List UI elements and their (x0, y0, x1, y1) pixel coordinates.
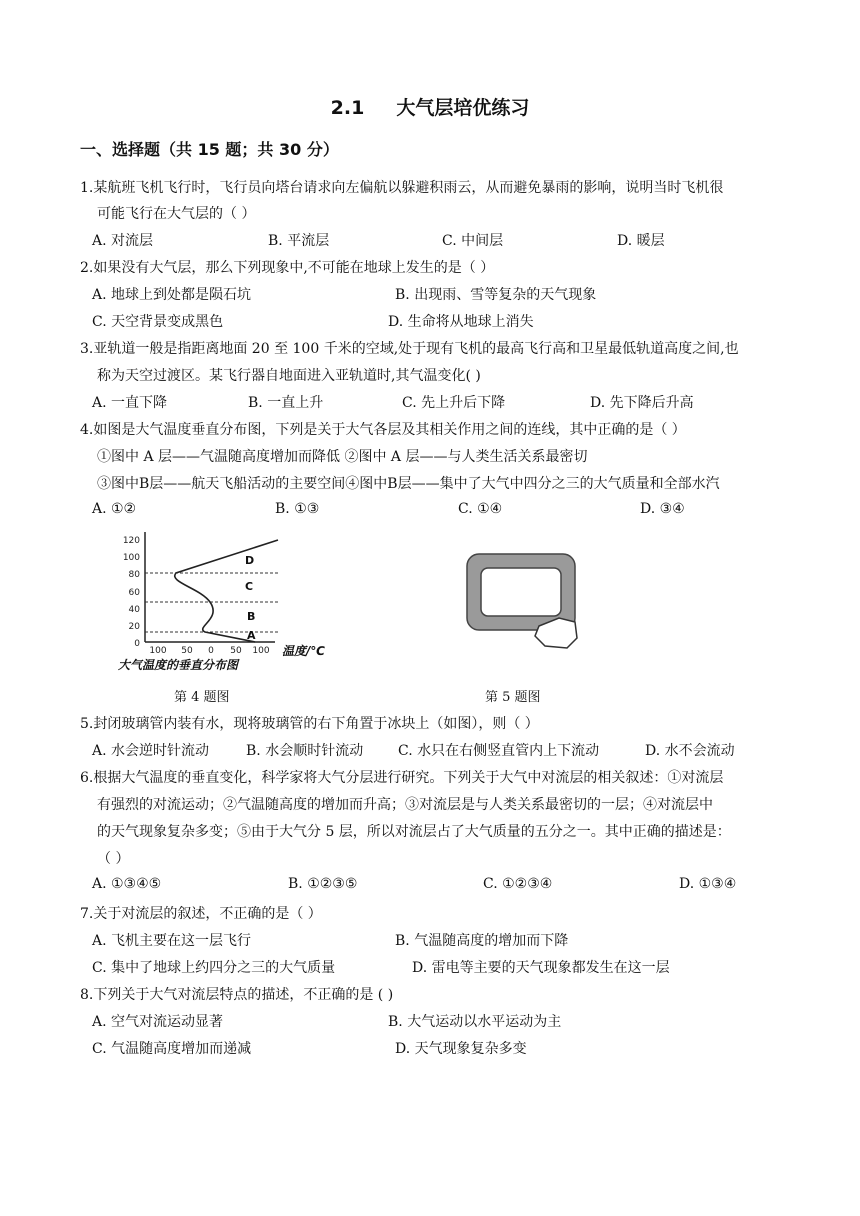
title-number: 2.1 (330, 97, 365, 119)
glass-tube-inner (481, 568, 561, 616)
x-tick-50-right: 50 (230, 646, 242, 656)
q4-statement-2: ③图中B层——航天飞船活动的主要空间④图中B层——集中了大气中四分之三的大气质量和全部水汽 (97, 476, 720, 492)
q2-option-c: C. 天空背景变成黑色 (92, 314, 224, 330)
q3-option-d: D. 先下降后升高 (590, 395, 694, 411)
q5-stem: 5.封闭玻璃管内装有水，现将玻璃管的右下角置于冰块上（如图），则（ ） (80, 716, 539, 732)
section-heading: 一、选择题（共 15 题；共 30 分） (80, 140, 339, 159)
q6-option-a: A. ①③④⑤ (92, 876, 162, 892)
q5-option-c: C. 水只在右侧竖直管内上下流动 (398, 743, 600, 759)
x-axis-label: 温度/℃ (282, 644, 325, 658)
q2-option-d: D. 生命将从地球上消失 (388, 314, 534, 330)
q1-stem: 1.某航班飞机飞行时，飞行员向塔台请求向左偏航以躲避积雨云，从而避免暴雨的影响，说明当时飞机很 (80, 180, 724, 196)
q7-option-c: C. 集中了地球上约四分之三的大气质量 (92, 960, 336, 976)
worksheet-title (0, 93, 860, 120)
q4-statement-1: ①图中 A 层——气温随高度增加而降低 ②图中 A 层——与人类生活关系最密切 (97, 449, 588, 465)
q8-option-c: C. 气温随高度增加而递减 (92, 1041, 252, 1057)
q6-stem-cont-2: 的天气现象复杂多变；⑤由于大气分 5 层，所以对流层占了大气质量的五分之一。其中正确的描述是： (97, 824, 731, 840)
q1-option-d: D. 暖层 (617, 233, 665, 249)
x-tick-0: 0 (208, 646, 214, 656)
q6-option-b: B. ①②③⑤ (288, 876, 358, 892)
q6-option-c: C. ①②③④ (483, 876, 553, 892)
q6-stem-cont-3: （ ） (97, 851, 130, 867)
q4-option-c: C. ①④ (458, 501, 503, 517)
q7-option-b: B. 气温随高度的增加而下降 (395, 933, 569, 949)
q4-option-d: D. ③④ (640, 501, 685, 517)
q5-option-d: D. 水不会流动 (645, 743, 735, 759)
y-tick-0: 0 (134, 639, 140, 649)
q6-stem: 6.根据大气温度的垂直变化，科学家将大气分层进行研究。下列关于大气中对流层的相关叙述：①对流层 (80, 770, 724, 786)
q7-option-d: D. 雷电等主要的天气现象都发生在这一层 (412, 960, 670, 976)
y-tick-100: 100 (122, 553, 140, 563)
q4-option-a: A. ①② (92, 501, 137, 517)
q3-stem-cont: 称为天空过渡区。某飞行器自地面进入亚轨道时,其气温变化( ) (97, 368, 481, 384)
figure5-glass-tube (455, 548, 595, 658)
q2-option-b: B. 出现雨、雪等复杂的天气现象 (395, 287, 597, 303)
y-tick-80: 80 (128, 570, 140, 580)
x-tick-100-left: 100 (149, 646, 167, 656)
q5-option-a: A. 水会逆时针流动 (92, 743, 210, 759)
chart-title: 大气温度的垂直分布图 (118, 658, 239, 672)
q7-stem: 7.关于对流层的叙述，不正确的是（ ） (80, 906, 322, 922)
q6-option-d: D. ①③④ (679, 876, 737, 892)
figure4-temperature-chart (110, 524, 360, 674)
y-tick-120: 120 (122, 536, 140, 546)
y-tick-60: 60 (128, 588, 140, 598)
q1-stem-cont: 可能飞行在大气层的（ ） (97, 206, 256, 222)
temperature-curve (175, 540, 278, 642)
q2-stem: 2.如果没有大气层，那么下列现象中,不可能在地球上发生的是（ ） (80, 260, 495, 276)
q8-option-b: B. 大气运动以水平运动为主 (388, 1014, 562, 1030)
title-text: 大气层培优练习 (396, 97, 530, 119)
figure4-caption: 第 4 题图 (174, 690, 230, 705)
x-tick-100-right: 100 (252, 646, 270, 656)
layer-d-label: D (245, 554, 255, 567)
q3-stem: 3.亚轨道一般是指距离地面 20 至 100 千米的空域,处于现有飞机的最高飞行高和卫星最低轨道高度之间,也 (80, 341, 739, 357)
q1-option-a: A. 对流层 (92, 233, 154, 249)
layer-a-label: A (247, 629, 256, 642)
q8-stem: 8.下列关于大气对流层特点的描述，不正确的是 ( ) (80, 987, 394, 1003)
q1-option-c: C. 中间层 (442, 233, 504, 249)
figure5-caption: 第 5 题图 (485, 690, 541, 705)
q3-option-c: C. 先上升后下降 (402, 395, 506, 411)
q2-option-a: A. 地球上到处都是陨石坑 (92, 287, 252, 303)
layer-b-label: B (247, 610, 256, 623)
y-tick-40: 40 (128, 605, 140, 615)
q1-option-b: B. 平流层 (268, 233, 330, 249)
q3-option-b: B. 一直上升 (248, 395, 324, 411)
q4-stem: 4.如图是大气温度垂直分布图，下列是关于大气各层及其相关作用之间的连线，其中正确的是（ ） (80, 422, 686, 438)
q6-stem-cont-1: 有强烈的对流运动；②气温随高度的增加而升高；③对流层是与人类关系最密切的一层；④对流层中 (97, 797, 713, 813)
q7-option-a: A. 飞机主要在这一层飞行 (92, 933, 252, 949)
y-tick-20: 20 (128, 622, 140, 632)
q4-option-b: B. ①③ (275, 501, 320, 517)
q8-option-a: A. 空气对流运动显著 (92, 1014, 224, 1030)
x-tick-50-left: 50 (181, 646, 193, 656)
q8-option-d: D. 天气现象复杂多变 (395, 1041, 527, 1057)
layer-c-label: C (245, 580, 254, 593)
q3-option-a: A. 一直下降 (92, 395, 168, 411)
q5-option-b: B. 水会顺时针流动 (246, 743, 364, 759)
